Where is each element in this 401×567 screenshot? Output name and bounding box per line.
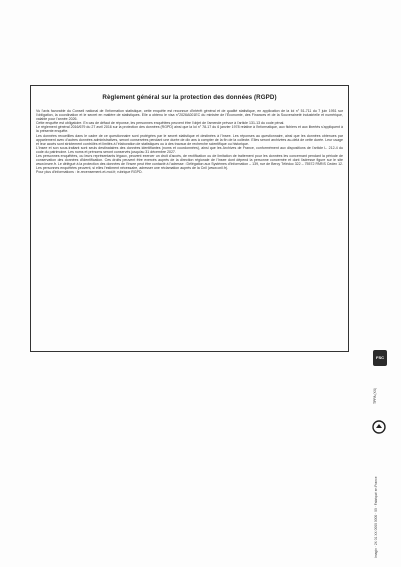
notice-paragraph: Pour plus d'informations : le-recensement-et-moi.fr, rubrique RGPD. (36, 170, 143, 175)
notice-paragraph: Vu l'avis favorable du Conseil national de l'information statistique, cette enquête est reconnue d'intérêt général et de qualité statistique, en application de la loi n° 51-711 du 7 juin 1951 sur l'obligation, la coordination et le secret en matière de statistiques. Elle a obtenu le visa n°2026A001EC du ministre de l'Économie, des Finances et de la Souveraineté industrielle et numérique, valable pour l'année 2026. (36, 109, 343, 122)
notice-paragraph: Cette enquête est obligatoire. En cas de défaut de réponse, les personnes enquêtées peuvent être l'objet de l'amende prévue à l'article 131-13 du code pénal. (36, 121, 285, 126)
notice-body (36, 109, 343, 175)
notice-paragraph: Le règlement général 2016/679 du 27 avril 2016 sur la protection des données (RGPD) ainsi que la loi n° 78-17 du 6 janvier 1978 relative à l'informatique, aux fichiers et aux libertés s'appliquent à la présente enquête. (36, 125, 343, 134)
printer-imprint: Imagin · 2X 01 XX 0000 0000 · 00 · Fabriqué en France (374, 476, 378, 558)
notice-title: Règlement général sur la protection des données (RGPD) (102, 94, 277, 101)
reference-code: TPPA (XX) (373, 387, 377, 405)
notice-paragraph: L'Insee et son sous-traitant sont seuls destinataires des données identifiantes (noms et coordonnées), ainsi que les Archives de France, conformément aux dispositions de l'article L. 212-4 du code du patrimoine. Les noms et prénoms seront conservés jusqu'au 31 décembre 2027. (36, 145, 343, 154)
rgpd-notice-box (30, 85, 349, 352)
notice-paragraph: Les données recueillies dans le cadre de ce questionnaire sont protégées par le secret statistique et destinées à l'Insee. Les réponses au questionnaire, ainsi que les données obtenues par appariement avec d'autres données administratives, seront conservées pendant une durée de dix ans à compter de la fin de la collecte. Elles seront archivées au-delà de cette durée. Leur usage et leur accès sont strictement contrôlés et limités à l'élaboration de statistiques ou à des travaux de recherche scientifique ou historique. (36, 133, 343, 146)
recycling-logo-icon (372, 420, 386, 434)
print-margin-strip (370, 350, 392, 560)
certification-seal-icon: FSC (373, 350, 387, 366)
notice-paragraph: Les personnes enquêtées, ou leurs représentants légaux, peuvent exercer un droit d'accès, de rectification ou de limitation de traitement pour les données les concernant pendant la période de conservation des données d'identification. Ces droits peuvent être exercés auprès de la direction régionale de l'Insee dont dépend la personne concernée et dont l'adresse figure sur le site www.insee.fr. Le délégué à la protection des données de l'Insee peut être contacté à l'adresse : Délégation aux Systèmes d'Information – 139, rue de Bercy Télédoc 322 – 75572 PARIS Cedex 12. Les personnes enquêtées peuvent, si elles l'estiment nécessaire, adresser une réclamation auprès de la Cnil (www.cnil.fr). (36, 154, 343, 171)
